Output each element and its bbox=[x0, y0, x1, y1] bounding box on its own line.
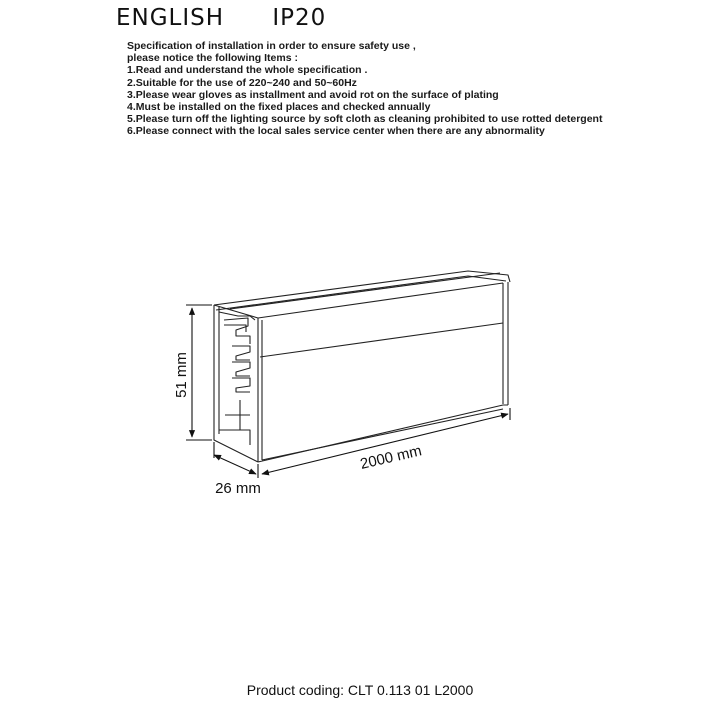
spec-item-2: 2.Suitable for the use of 220~240 and 50~60Hz bbox=[127, 76, 357, 89]
spec-intro-line: please notice the following Items : bbox=[127, 52, 298, 65]
spec-intro-line: Specification of installation in order to ensure safety use , bbox=[127, 40, 416, 52]
profile-slot-1 bbox=[232, 346, 250, 360]
spec-item-5: 5.Please turn off the lighting source by soft cloth as cleaning prohibited to use rotted detergent bbox=[127, 113, 603, 126]
spec-item-3: 3.Please wear gloves as installment and avoid rot on the surface of plating bbox=[127, 88, 499, 101]
profile-slot-box bbox=[224, 325, 246, 332]
language-title: ENGLISH bbox=[116, 5, 225, 31]
length-label: 2000 mm bbox=[358, 442, 424, 473]
profile-top-line bbox=[230, 273, 500, 309]
width-label: 26 mm bbox=[215, 480, 261, 497]
ip-rating: IP20 bbox=[272, 5, 327, 31]
product-coding: Product coding: CLT 0.113 01 L2000 bbox=[246, 682, 474, 698]
spec-item-4: 4.Must be installed on the fixed places and checked annually bbox=[127, 101, 431, 114]
spec-item-1: 1.Read and understand the whole specification . bbox=[127, 64, 368, 77]
height-label: 51 mm bbox=[173, 352, 190, 398]
profile-end-outline bbox=[214, 305, 258, 462]
spec-item-6: 6.Please connect with the local sales service center when there are any abnormality bbox=[127, 125, 545, 138]
profile-slot-2 bbox=[232, 362, 250, 376]
profile-slot-3 bbox=[232, 378, 250, 392]
profile-groove-line bbox=[260, 323, 503, 357]
profile-end-base bbox=[219, 430, 250, 445]
